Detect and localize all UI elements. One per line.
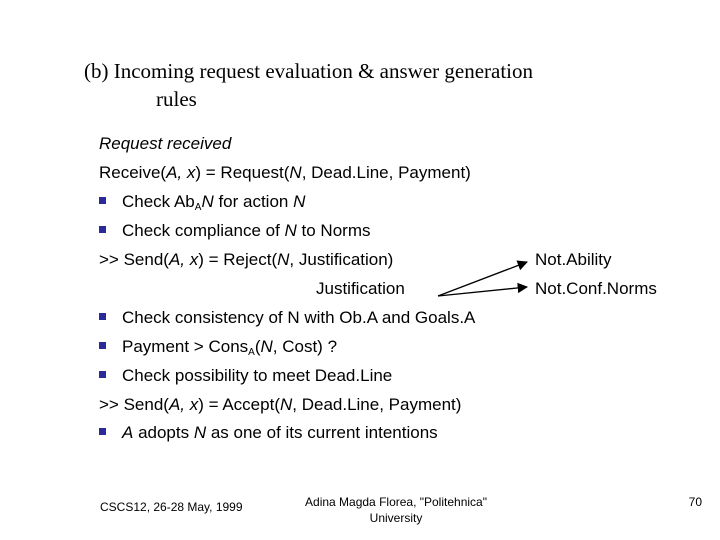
text: to Norms (296, 221, 371, 240)
text: A, x (166, 163, 196, 182)
bullet-payment (99, 337, 337, 358)
bullet-deadline (99, 366, 392, 386)
text: ( (254, 337, 261, 356)
bullet-icon (99, 371, 106, 378)
text: A, x (168, 395, 199, 414)
text: ) = Request( (195, 163, 290, 182)
text: A (122, 423, 134, 442)
text: >> Send( (99, 250, 169, 269)
bullet-icon (99, 313, 106, 320)
not-conf-norms-label: Not.Conf.Norms (535, 279, 657, 298)
text: A (194, 202, 202, 213)
text: N (284, 221, 297, 240)
text: adopts (133, 423, 194, 442)
text: , Dead.Line, Payment) (292, 395, 462, 414)
text: A (248, 347, 255, 358)
text: for action (213, 192, 294, 211)
text: Check compliance of (122, 221, 285, 240)
text: N (293, 192, 306, 211)
text: A, x (168, 250, 199, 269)
text: , Justification) (289, 250, 394, 269)
footer-author: Adina Magda Florea, "Politehnica" University (305, 495, 487, 525)
text: , Cost) ? (272, 337, 338, 356)
text: N (289, 163, 302, 182)
text: Receive( (99, 163, 167, 182)
title-line-2: rules (156, 87, 197, 111)
text: N (260, 337, 273, 356)
request-received-heading: Request received (99, 134, 232, 153)
bullet-adopts (99, 423, 438, 443)
text: ) = Reject( (198, 250, 278, 269)
page-number: 70 (688, 495, 702, 509)
bullet-icon (99, 342, 106, 349)
text: Payment > Cons (122, 337, 249, 356)
bullet-check-consistency (99, 308, 475, 328)
not-ability-label: Not.Ability (535, 250, 612, 269)
text: as one of its current intentions (206, 423, 438, 442)
text: Check possibility to meet Dead.Line (122, 366, 393, 385)
bullet-icon (99, 428, 106, 435)
justification-label: Justification (316, 279, 405, 298)
text: Check consistency of N with Ob.A and Goals.A (122, 308, 476, 327)
text: N (201, 192, 214, 211)
text: N (193, 423, 207, 442)
text: N (279, 395, 293, 414)
title-line-1: (b) Incoming request evaluation & answer generation (84, 59, 534, 83)
text: Check Ab (122, 192, 195, 211)
text: N (277, 250, 290, 269)
footer-conference: CSCS12, 26-28 May, 1999 (100, 500, 243, 514)
text: >> Send( (99, 395, 169, 414)
send-accept-line (99, 395, 461, 415)
text: , Dead.Line, Payment) (301, 163, 471, 182)
text: ) = Accept( (198, 395, 280, 414)
